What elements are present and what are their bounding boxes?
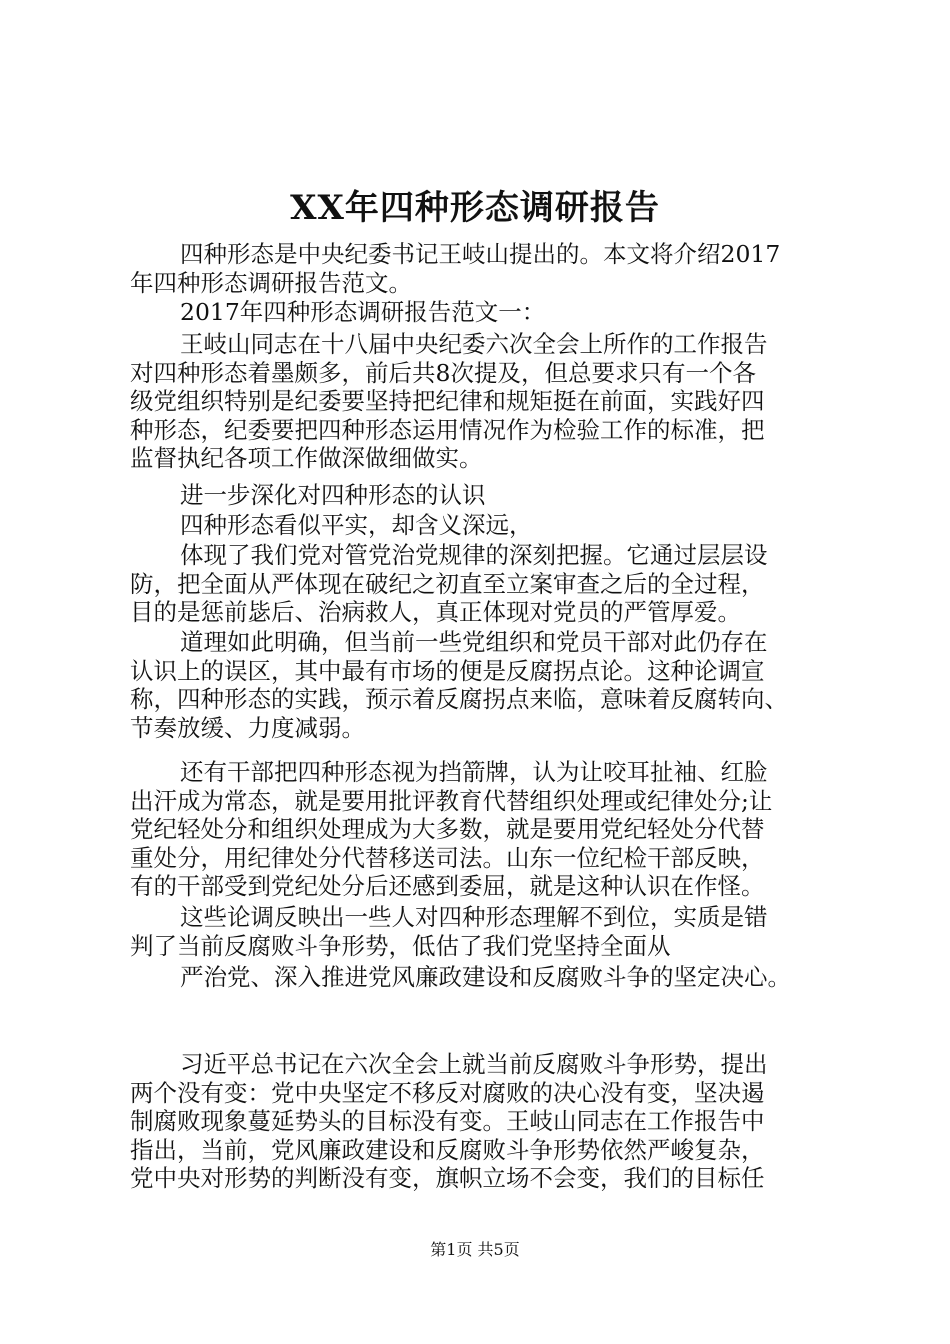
paragraph-body (130, 541, 840, 627)
page-footer: 第1页 共5页 (430, 1240, 520, 1259)
text-line: 体现了我们党对管党治党规律的深刻把握。它通过层层设 (180, 541, 768, 569)
text-line: 制腐败现象蔓延势头的目标没有变。王岐山同志在工作报告中 (130, 1107, 765, 1136)
text-line: 出汗成为常态，就是要用批评教育代替组织处理或纪律处分;让 (130, 786, 773, 815)
text-line: 党中央对形势的判断没有变，旗帜立场不会变，我们的目标任 (130, 1164, 765, 1193)
text-line: 称，四种形态的实践，预示着反腐拐点来临，意味着反腐转向、 (130, 685, 788, 714)
paragraph-subtitle (130, 298, 840, 327)
text-line: 两个没有变：党中央坚定不移反对腐败的决心没有变，坚决遏 (130, 1078, 765, 1107)
text-line: 习近平总书记在六次全会上就当前反腐败斗争形势，提出 (180, 1050, 768, 1078)
text-line: 道理如此明确，但当前一些党组织和党员干部对此仍存在 (180, 628, 768, 656)
text-line: 进一步深化对四种形态的认识 (180, 481, 486, 509)
text-line: 年四种形态调研报告范文。 (130, 268, 412, 297)
text-line: 目的是惩前毖后、治病救人，真正体现对党员的严管厚爱。 (130, 598, 741, 627)
text-line: 还有干部把四种形态视为挡箭牌，认为让咬耳扯袖、红脸 (180, 758, 768, 786)
paragraph-body (130, 1050, 840, 1193)
text-line: 这些论调反映出一些人对四种形态理解不到位，实质是错 (180, 903, 768, 931)
text-line: 四种形态是中央纪委书记王岐山提出的。本文将介绍2017 (180, 240, 781, 268)
paragraph-body (130, 903, 840, 960)
text-line: 党纪轻处分和组织处理成为大多数，就是要用党纪轻处分代替 (130, 815, 765, 844)
text-line: 王岐山同志在十八届中央纪委六次全会上所作的工作报告 (180, 330, 768, 358)
paragraph-body (130, 511, 840, 540)
paragraph-body (130, 758, 840, 901)
text-line: 认识上的误区，其中最有市场的便是反腐拐点论。这种论调宣 (130, 656, 765, 685)
text-line: 严治党、深入推进党风廉政建设和反腐败斗争的坚定决心。 (180, 963, 791, 991)
text-line: 四种形态看似平实，却含义深远， (180, 511, 533, 539)
paragraph-body (130, 330, 840, 473)
paragraph-intro (130, 240, 840, 297)
text-line: 判了当前反腐败斗争形势，低估了我们党坚持全面从 (130, 931, 671, 960)
text-line: 种形态，纪委要把四种形态运用情况作为检验工作的标准，把 (130, 415, 765, 444)
text-line: 2017年四种形态调研报告范文一： (180, 298, 546, 326)
text-line: 指出，当前，党风廉政建设和反腐败斗争形势依然严峻复杂， (130, 1135, 765, 1164)
text-line: 监督执纪各项工作做深做细做实。 (130, 444, 483, 473)
text-line: 对四种形态着墨颇多，前后共8次提及，但总要求只有一个各 (130, 358, 756, 387)
text-line: 防，把全面从严体现在破纪之初直至立案审查之后的全过程， (130, 569, 765, 598)
text-line: 有的干部受到党纪处分后还感到委屈，就是这种认识在作怪。 (130, 872, 765, 901)
paragraph-heading (130, 481, 840, 510)
paragraph-body (130, 963, 840, 992)
text-line: 重处分，用纪律处分代替移送司法。山东一位纪检干部反映， (130, 843, 765, 872)
text-line: 节奏放缓、力度减弱。 (130, 713, 365, 742)
paragraph-body (130, 628, 840, 742)
text-line: 级党组织特别是纪委要坚持把纪律和规矩挺在前面，实践好四 (130, 387, 765, 416)
page-title: XX年四种形态调研报告 (290, 188, 660, 228)
